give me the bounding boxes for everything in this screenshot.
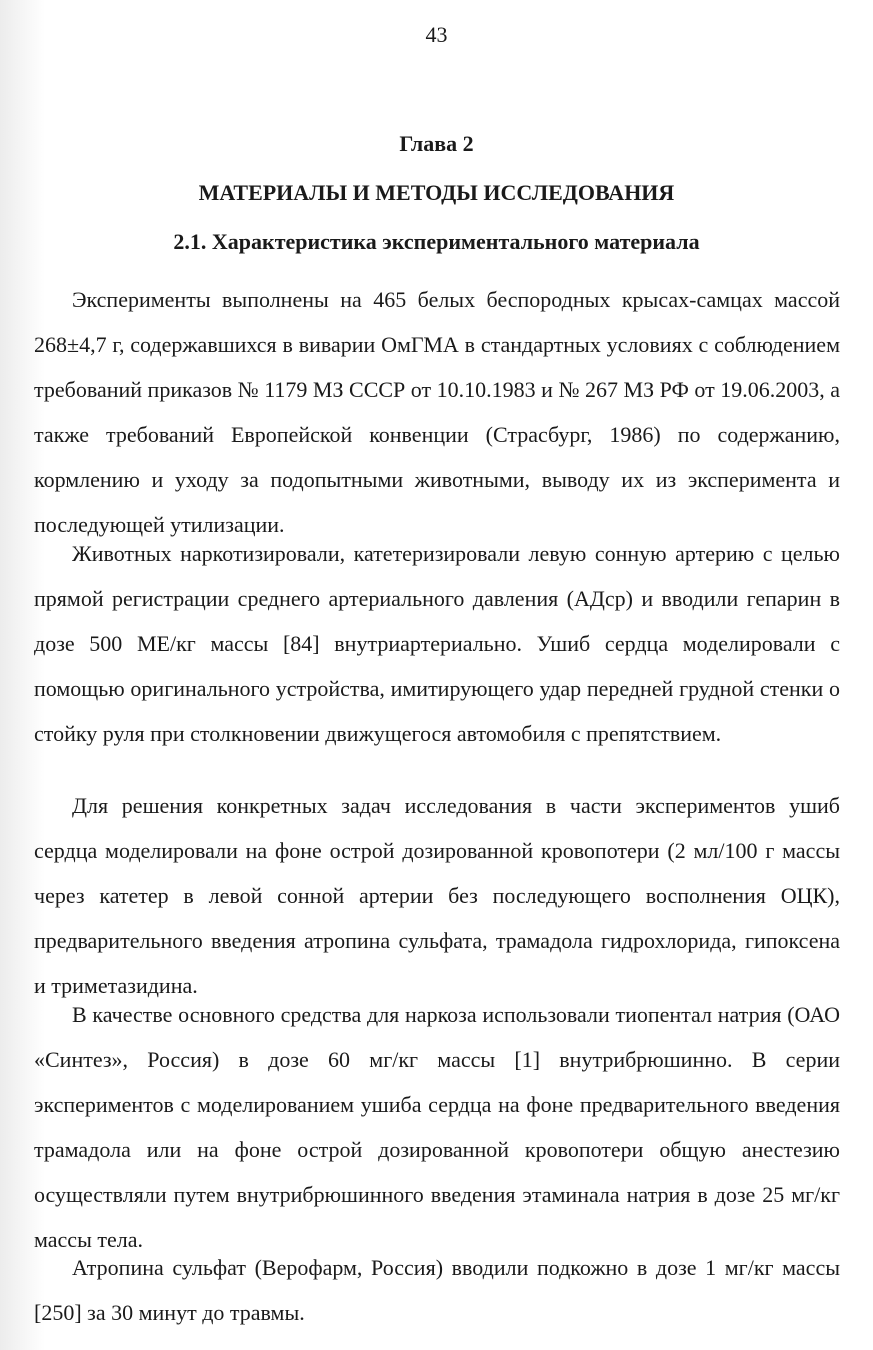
paragraph-narcosis: В качестве основного средства для наркоза использовали тиопентал натрия (ОАО «Синтез», Россия) в дозе 60 мг/кг массы [1] внутрибрюшинно. В серии экспериментов с моделированием ушиба сердца на фоне предварительного введения трамадола или на фоне острой дозированной кровопотери общую анестезию осуществляли путем внутрибрюшинного введения этаминала натрия в дозе 25 мг/кг массы тела. [34,1002,840,1252]
paragraph-anesthesia-catheterization: Животных наркотизировали, катетеризировали левую сонную артерию с целью прямой регистрации среднего артериального давления (АДср) и вводили гепарин в дозе 500 МЕ/кг массы [84] внутриартериально. Ушиб сердца моделировали с помощью оригинального устройства, имитирующего удар передней грудной стенки о стойку руля при столкновении движущегося автомобиля с препятствием. [34,541,840,746]
chapter-heading: Глава 2 [399,131,474,156]
page-number: 43 [425,22,448,47]
paragraph-atropine: Атропина сульфат (Верофарм, Россия) вводили подкожно в дозе 1 мг/кг массы [250] за 30 минут до травмы. [34,1255,840,1325]
paragraph-blood-loss-model: Для решения конкретных задач исследования в части экспериментов ушиб сердца моделировали на фоне острой дозированной кровопотери (2 мл/100 г массы через катетер в левой сонной артерии без последующего восполнения ОЦК), предварительного введения атропина сульфата, трамадола гидрохлорида, гипоксена и триметазидина. [34,793,840,998]
section-heading: 2.1. Характеристика экспериментального материала [173,229,700,254]
paragraph-animals: Эксперименты выполнены на 465 белых беспородных крысах-самцах массой 268±4,7 г, содержавшихся в виварии ОмГМА в стандартных условиях с соблюдением требований приказов № 1179 МЗ СССР от 10.10.1983 и № 267 МЗ РФ от 19.06.2003, а также требований Европейской конвенции (Страсбург, 1986) по содержанию, кормлению и уходу за подопытными животными, выводу их из эксперимента и последующей утилизации. [34,287,840,537]
chapter-title: МАТЕРИАЛЫ И МЕТОДЫ ИССЛЕДОВАНИЯ [198,180,675,205]
